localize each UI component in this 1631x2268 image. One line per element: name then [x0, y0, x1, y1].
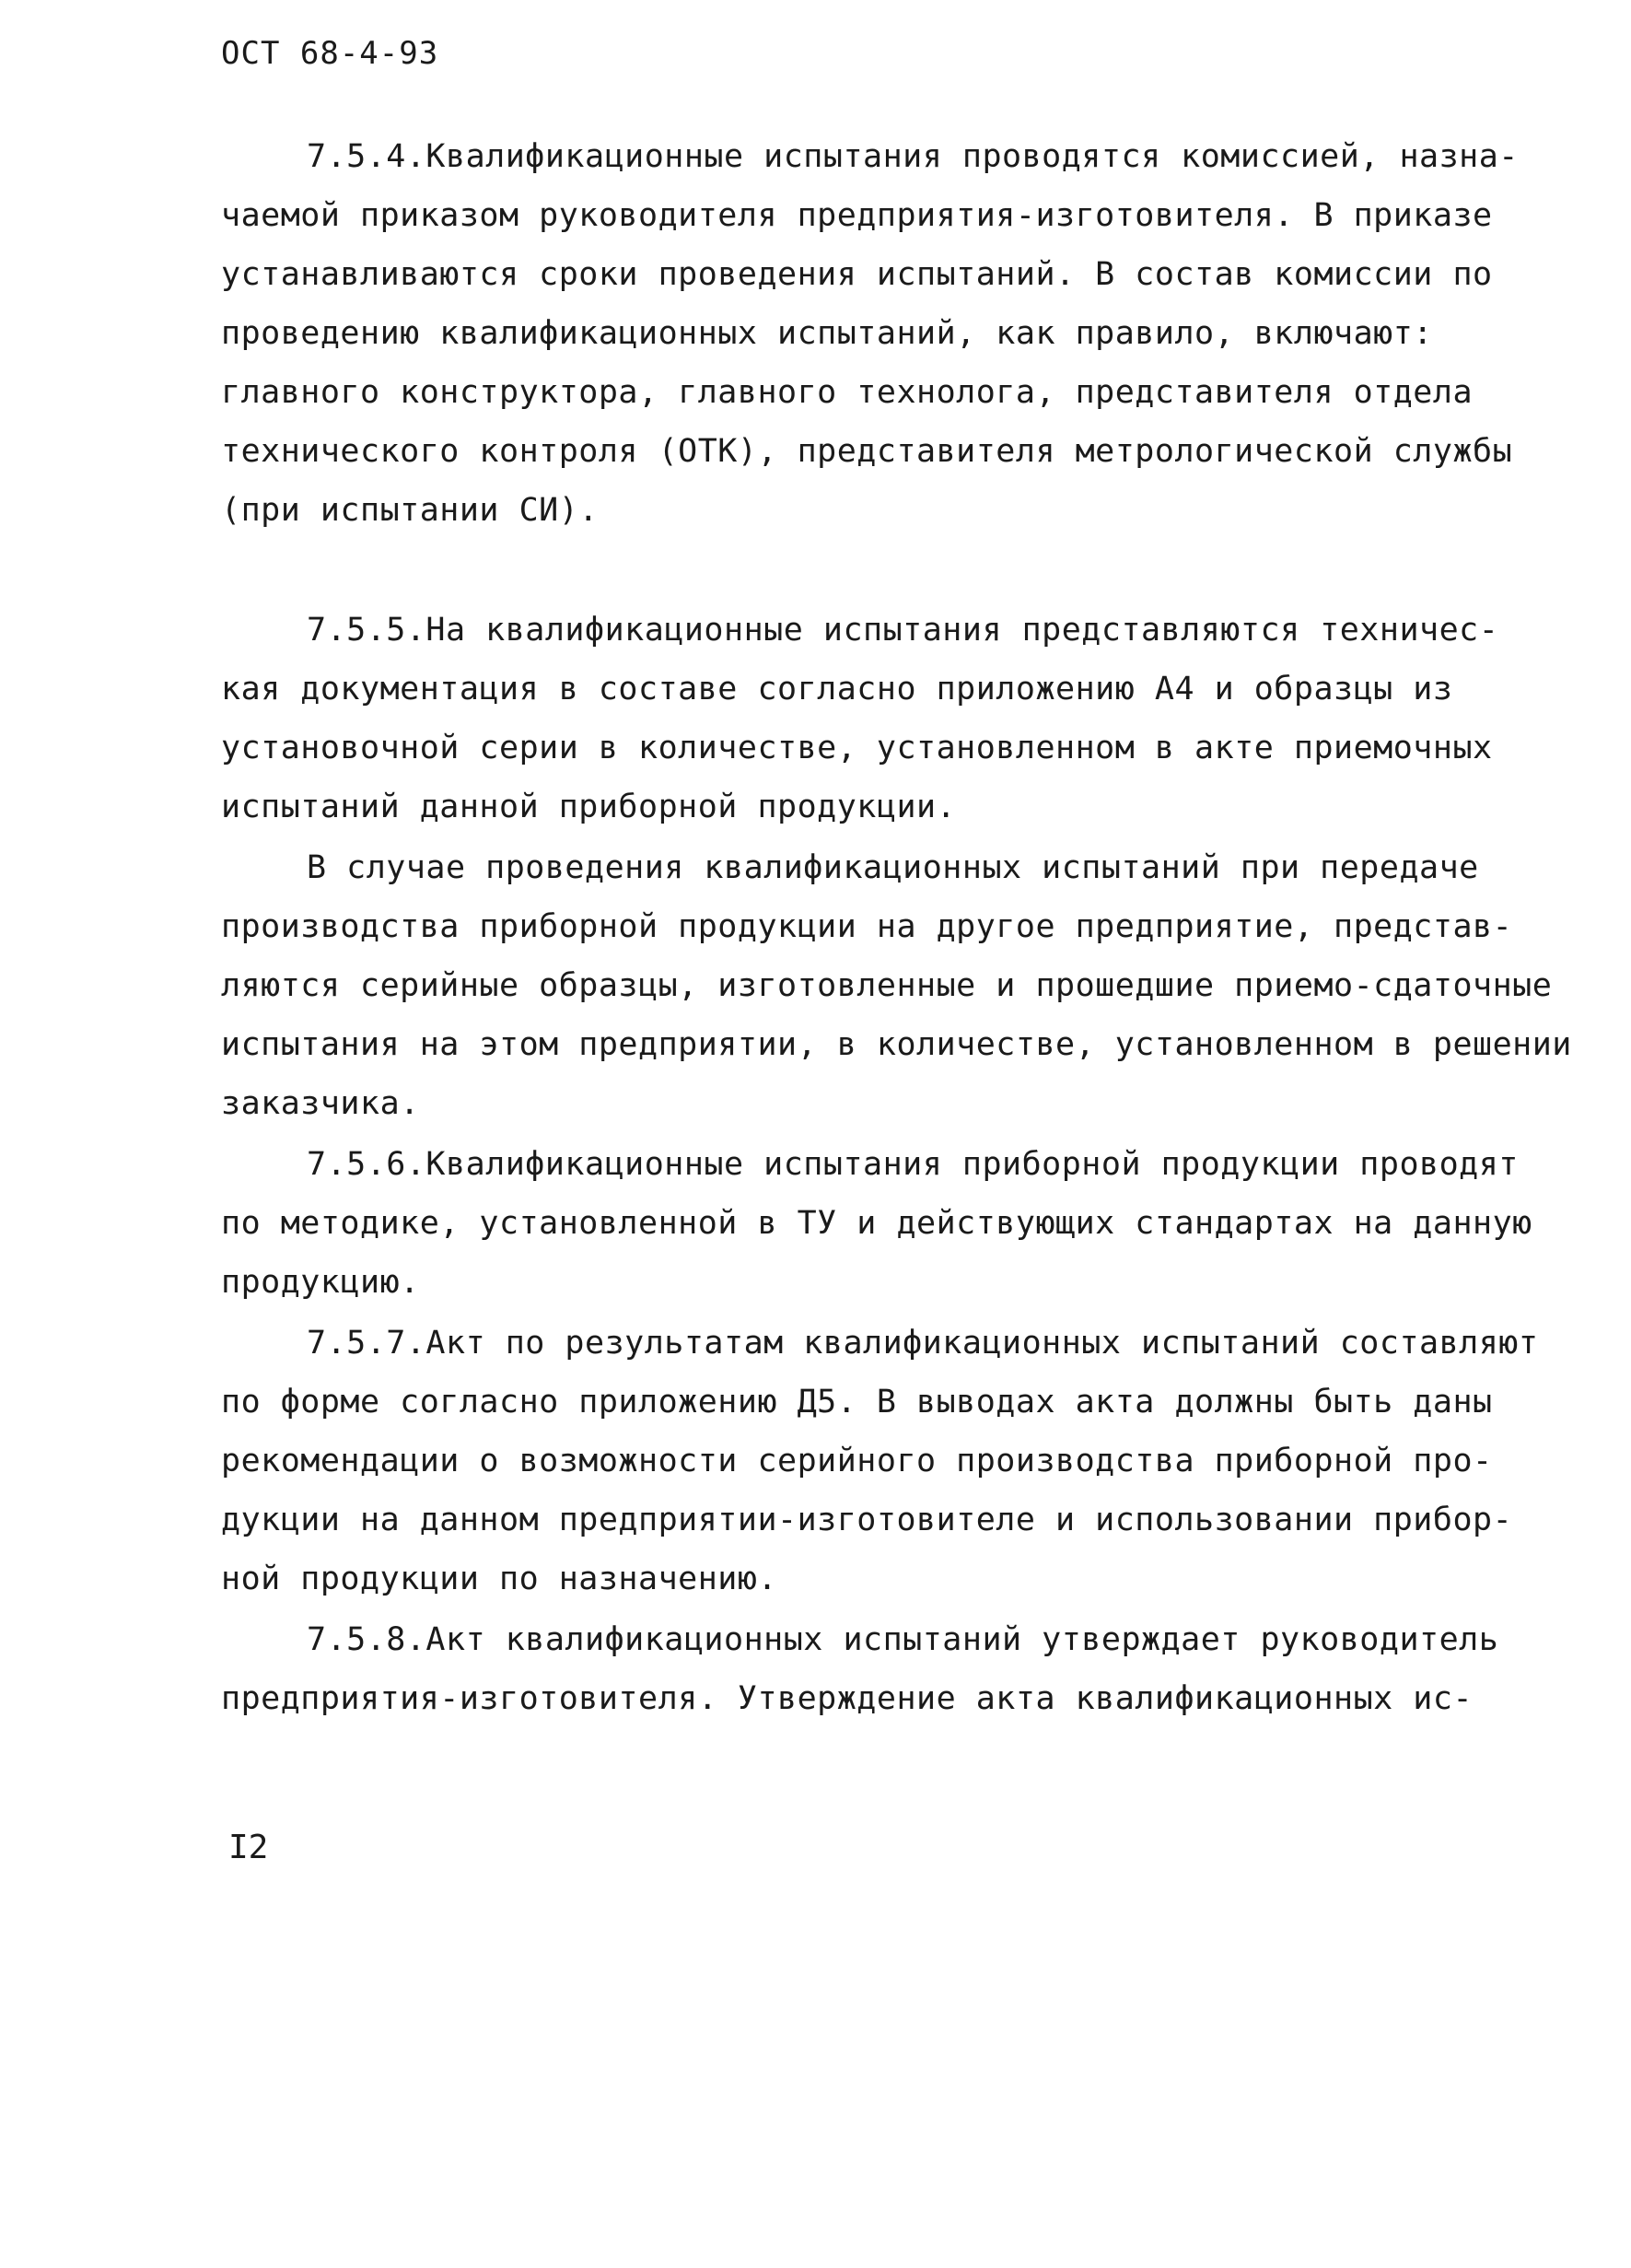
text-line: установочной серии в количестве, установленном в акте приемочных — [221, 730, 1493, 766]
text-line: 7.5.8.Акт квалификационных испытаний утверждает руководитель — [307, 1621, 1499, 1658]
text-line: 7.5.7.Акт по результатам квалификационных испытаний составляют — [307, 1325, 1539, 1362]
text-line: 7.5.6.Квалификационные испытания приборной продукции проводят — [307, 1146, 1519, 1183]
text-line: предприятия-изготовителя. Утверждение акта квалификационных ис- — [221, 1680, 1474, 1717]
text-line: проведению квалификационных испытаний, как правило, включают: — [221, 315, 1433, 352]
text-line: 7.5.5.На квалификационные испытания представляются техничес- — [307, 612, 1499, 649]
text-line: заказчика. — [221, 1085, 420, 1122]
text-line: устанавливаются сроки проведения испытаний. В состав комиссии по — [221, 256, 1493, 293]
text-line: В случае проведения квалификационных испытаний при передаче — [307, 849, 1479, 886]
text-line: главного конструктора, главного технолога, представителя отдела — [221, 374, 1474, 411]
text-line: кая документация в составе согласно приложению А4 и образцы из — [221, 671, 1453, 707]
text-line: 7.5.4.Квалификационные испытания проводятся комиссией, назна- — [307, 138, 1519, 175]
text-line: испытания на этом предприятии, в количестве, установленном в решении — [221, 1026, 1572, 1063]
text-line: ляются серийные образцы, изготовленные и прошедшие приемо-сдаточные — [221, 967, 1553, 1004]
text-line: ной продукции по назначению. — [221, 1561, 778, 1597]
text-line: рекомендации о возможности серийного производства приборной про- — [221, 1443, 1493, 1479]
text-line: дукции на данном предприятии-изготовителе и использовании прибор- — [221, 1502, 1513, 1538]
text-line: производства приборной продукции на другое предприятие, представ- — [221, 908, 1513, 945]
page-number: I2 — [228, 1829, 269, 1866]
document-header: ОСТ 68-4-93 — [221, 35, 439, 72]
text-line: чаемой приказом руководителя предприятия-изготовителя. В приказе — [221, 197, 1493, 234]
text-line: продукцию. — [221, 1264, 420, 1301]
text-line: (при испытании СИ). — [221, 492, 599, 529]
text-line: по форме согласно приложению Д5. В выводах акта должны быть даны — [221, 1384, 1493, 1420]
text-line: по методике, установленной в ТУ и действующих стандартах на данную — [221, 1205, 1532, 1242]
text-line: технического контроля (ОТК), представителя метрологической службы — [221, 433, 1513, 470]
text-line: испытаний данной приборной продукции. — [221, 789, 957, 825]
